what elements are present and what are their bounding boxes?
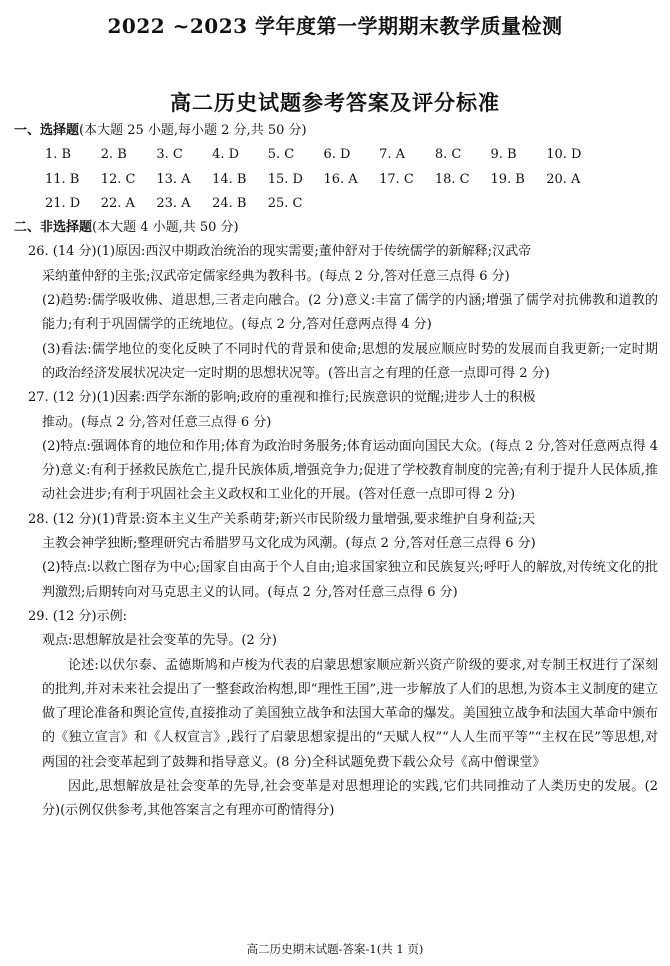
q27-part2: (2)特点:强调体育的地位和作用;体育为政治时务服务;体育运动面向国民大众。(每点 2 分,答对任意两点得 4 分)意义:有利于拯救民族危亡,提升民族体质,增强竞争力;促进了学校教育制度的完善;有利于提升人民体质,推动社会进步;有利于巩固社会主义政权和工业化的开展。(答对任意一点即可得 2 分) (42, 438, 658, 503)
q26-part1: 采纳董仲舒的主张;汉武帝定儒家经典为教科书。(每点 2 分,答对任意三点得 6 分) (42, 268, 510, 284)
section1-title: 一、选择题 (14, 123, 80, 138)
mc-answer: 7. A (379, 147, 406, 163)
q28-line1: 28. (12 分)(1)背景:资本主义生产关系萌芽;新兴市民阶级力量增强,要求维护自身利益;天 (28, 511, 536, 527)
mc-answer: 22. A (100, 195, 135, 211)
mc-answer: 20. A (546, 171, 581, 187)
mc-answer: 11. B (45, 171, 80, 187)
mc-answer: 6. D (323, 147, 351, 163)
q26-part3: (3)看法:儒学地位的变化反映了不同时代的背景和使命;思想的发展应顺应时势的发展而自我更新;一定时期的政治经济发展状况决定一定时期的思想状况等。(答出言之有理的任意一点即可得 2 分) (42, 341, 658, 381)
q26-part2: (2)趋势:儒学吸收佛、道思想,三者走向融合。(2 分)意义:丰富了儒学的内涵;增强了儒学对抗佛教和道教的能力;有利于巩固儒学的正统地位。(每点 2 分,答对任意两点得 4 分) (42, 293, 658, 333)
question-27 (14, 386, 658, 507)
q28-part1: 主教会神学独断;整理研究古希腊罗马文化成为风潮。(每点 2 分,答对任意三点得 6 分) (42, 536, 536, 552)
mc-answer: 3. C (156, 147, 183, 163)
q29-line1: 29. (12 分)示例: (28, 608, 128, 624)
q28-part2: (2)特点:以救亡图存为中心;国家自由高于个人自由;追求国家独立和民族复兴;呼吁人的解放,对传统文化的批判激烈;后期转向对马克思主义的认同。(每点 2 分,答对任意三点得 6 分) (42, 560, 658, 600)
mc-answer: 17. C (379, 171, 414, 187)
mc-answer: 15. D (267, 171, 303, 187)
mc-answer-row (14, 192, 658, 216)
mc-answer: 14. B (212, 171, 247, 187)
mc-answer-row (14, 143, 658, 167)
q29-conclusion: 因此,思想解放是社会变革的先导,社会变革是对思想理论的实践,它们共同推动了人类历史的发展。(2 分)(示例仅供参考,其他答案言之有理亦可酌情得分) (42, 779, 658, 819)
mc-answer: 21. D (45, 195, 81, 211)
mc-answer: 9. B (490, 147, 517, 163)
q29-view: 观点:思想解放是社会变革的先导。(2 分) (42, 633, 277, 649)
mc-answer: 24. B (212, 195, 247, 211)
mc-answer: 10. D (546, 147, 582, 163)
mc-answer: 4. D (212, 147, 240, 163)
mc-answer: 18. C (434, 171, 470, 187)
mc-answer: 2. B (100, 147, 127, 163)
exam-title: 2022 ~2023 学年度第一学期期末教学质量检测 (107, 14, 563, 38)
section1-heading (14, 119, 658, 143)
page-footer: 高二历史期末试题-答案-1(共 1 页) (246, 942, 424, 956)
section2-note: (本大题 4 小题,共 50 分) (92, 220, 239, 236)
section2-title: 二、非选择题 (14, 220, 93, 236)
mc-answer: 8. C (434, 147, 462, 163)
mc-answer-row (14, 168, 658, 192)
mc-answer: 12. C (100, 171, 136, 187)
mc-answer: 13. A (156, 171, 191, 187)
mc-answer: 16. A (323, 171, 358, 187)
question-28 (14, 508, 658, 605)
question-26 (14, 240, 658, 386)
q27-line1: 27. (12 分)(1)因素:西学东渐的影响;政府的重视和推行;民族意识的觉醒;进步人士的积极 (28, 390, 536, 406)
section1-note: (本大题 25 小题,每小题 2 分,共 50 分) (79, 123, 307, 138)
section2-heading (14, 216, 658, 240)
mc-answer: 5. C (267, 147, 295, 163)
question-29 (14, 605, 658, 824)
q26-line1: 26. (14 分)(1)原因:西汉中期政治统治的现实需要;董仲舒对于传统儒学的新解释;汉武帝 (28, 244, 532, 260)
q27-part1: 推动。(每点 2 分,答对任意三点得 6 分) (42, 414, 272, 430)
q29-argument: 论述:以伏尔泰、孟德斯鸠和卢梭为代表的启蒙思想家顺应新兴资产阶级的要求,对专制王权进行了深刻的批判,并对未来社会提出了一整套政治构想,即“理性王国”,进一步解放了人们的思想,为资本主义制度的建立做了理论准备和舆论宣传,直接推动了美国独立战争和法国大革命的爆发。美国独立战争和法国大革命中颁布的《独立宣言》和《人权宣言》,践行了启蒙思想家提出的“天赋人权”“人人生而平等”“主权在民”等思想,对两国的社会变革起到了鼓舞和指导意义。(8 分)全科试题免费下载公众号《高中僧课堂》 (42, 657, 658, 770)
mc-answer: 1. B (45, 147, 72, 163)
answer-content (14, 119, 658, 824)
mc-answer: 23. A (156, 195, 191, 211)
answer-key-title: 高二历史试题参考答案及评分标准 (170, 90, 500, 115)
mc-answer: 25. C (267, 195, 303, 211)
mc-answer: 19. B (490, 171, 525, 187)
